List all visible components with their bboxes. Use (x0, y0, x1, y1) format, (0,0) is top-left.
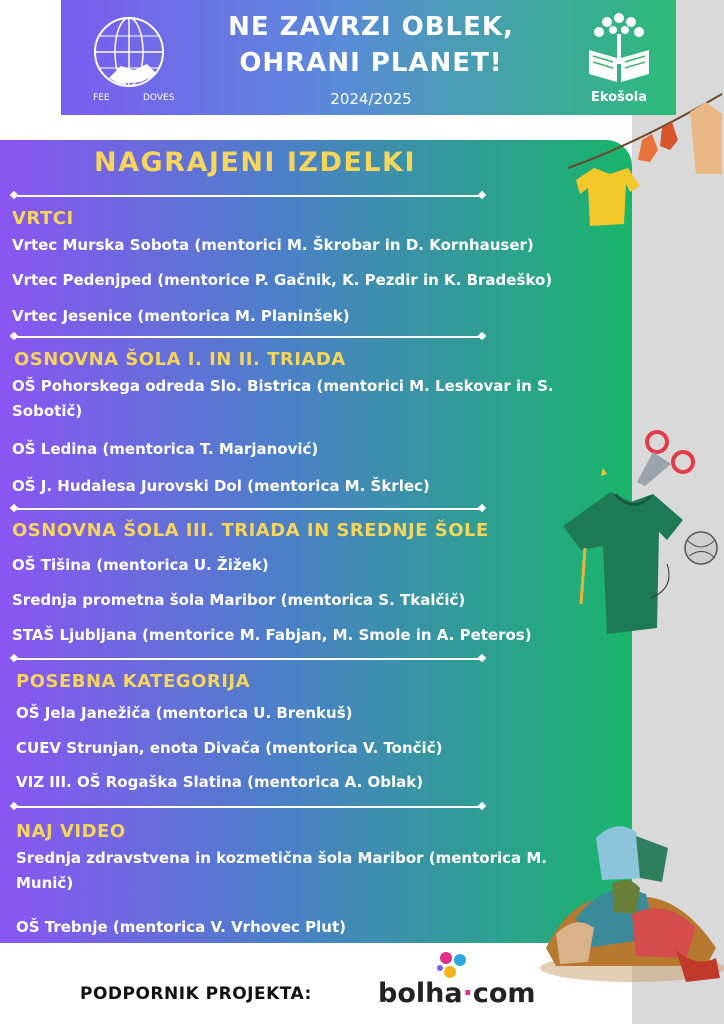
clothes-pile-illustration (536, 818, 724, 988)
divider (14, 508, 482, 510)
bolha-logo (378, 978, 536, 1009)
divider (14, 195, 482, 197)
fee-globe-logo (79, 8, 179, 104)
svg-text:FEE: FEE (93, 93, 110, 103)
bolha-logo-left: bolha (378, 978, 463, 1009)
section-heading-naj-video: NAJ VIDEO (16, 821, 126, 842)
list-item: CUEV Strunjan, enota Divača (mentorica V. Tončič) (16, 739, 443, 757)
svg-text:DOVES: DOVES (143, 93, 175, 103)
title-line-1: NE ZAVRZI OBLEK, (228, 12, 514, 42)
list-item: Srednja prometna šola Maribor (mentorica S. Tkalčič) (12, 591, 466, 609)
list-item: Srednja zdravstvena in kozmetična šola Maribor (mentorica M. Munič) (16, 849, 547, 892)
main-title: NAGRAJENI IZDELKI (94, 147, 417, 178)
list-item: OŠ Trebnje (mentorica V. Vrhovec Plut) (16, 918, 346, 936)
list-item: Vrtec Pedenjped (mentorice P. Gačnik, K. Pezdir in K. Bradeško) (12, 271, 553, 289)
ekosola-tree-book-icon (581, 8, 657, 88)
list-item: OŠ Tišina (mentorica U. Žižek) (12, 556, 269, 574)
title-line-2: OHRANI PLANET! (239, 48, 503, 78)
list-item: Vrtec Jesenice (mentorica M. Planinšek) (12, 307, 350, 325)
clothesline-illustration (566, 84, 724, 234)
sewing-tshirt-illustration (555, 428, 724, 638)
section-heading-os-1-2: OSNOVNA ŠOLA I. IN II. TRIADA (14, 349, 346, 370)
list-item: OŠ Ledina (mentorica T. Marjanović) (12, 440, 319, 458)
list-item: OŠ J. Hudalesa Jurovski Dol (mentorica M. Škrlec) (12, 477, 430, 495)
list-item: OŠ Jela Janežiča (mentorica U. Brenkuš) (16, 704, 353, 722)
sponsor-label: PODPORNIK PROJEKTA: (80, 984, 312, 1004)
divider (14, 806, 482, 808)
divider (14, 658, 482, 660)
list-item: Vrtec Murska Sobota (mentorici M. Škrobar in D. Kornhauser) (12, 236, 534, 254)
bolha-dots-icon (436, 950, 470, 980)
bolha-logo-dot: · (462, 978, 473, 1009)
list-item: VIZ III. OŠ Rogaška Slatina (mentorica A. Oblak) (16, 773, 424, 791)
ekosola-label: Ekošola (590, 90, 647, 105)
section-heading-vrtci: VRTCI (12, 208, 74, 229)
school-year: 2024/2025 (330, 90, 412, 108)
list-item: OŠ Pohorskega odreda Slo. Bistrica (mentorici M. Leskovar in S. Sobotič) (12, 377, 554, 420)
section-heading-os-3-ss: OSNOVNA ŠOLA III. TRIADA IN SREDNJE ŠOLE (12, 520, 489, 541)
bolha-logo-right: com (472, 978, 536, 1009)
section-heading-posebna: POSEBNA KATEGORIJA (16, 671, 251, 692)
divider (14, 336, 482, 338)
list-item: STAŠ Ljubljana (mentorice M. Fabjan, M. Smole in A. Peteros) (12, 626, 532, 644)
